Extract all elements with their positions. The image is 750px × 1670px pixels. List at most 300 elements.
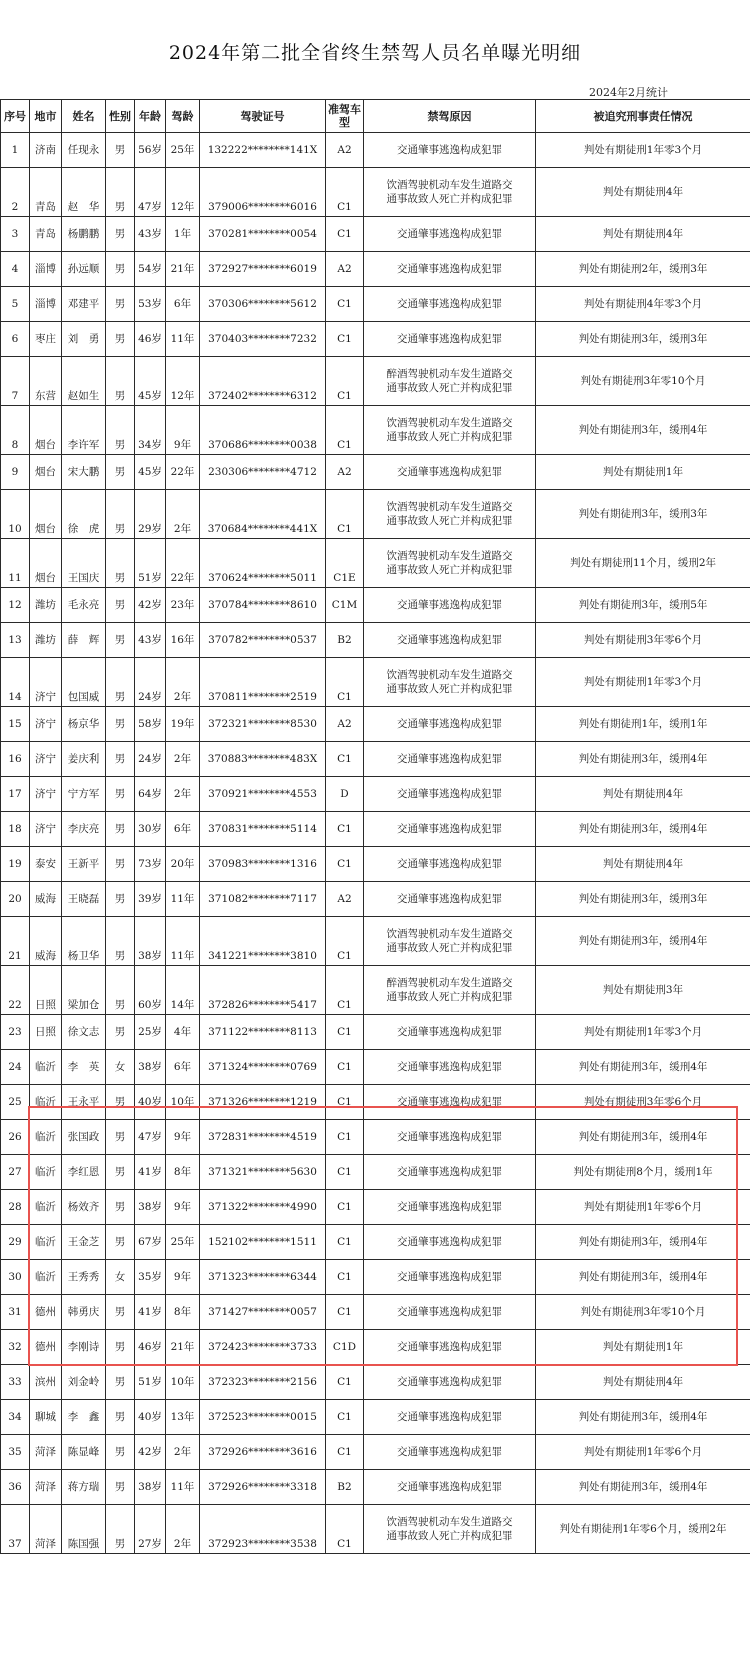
row-vehicle-type: C1: [326, 1085, 364, 1120]
row-license: 370686********0038: [200, 406, 326, 455]
row-age: 51岁: [135, 1365, 166, 1400]
row-city: 泰安: [30, 847, 62, 882]
row-gender: 男: [106, 1435, 135, 1470]
row-gender: 男: [106, 588, 135, 623]
row-city: 菏泽: [30, 1435, 62, 1470]
row-criminal-liability: 判处有期徒刑3年，缓刑3年: [536, 490, 750, 539]
row-name: 李 英: [62, 1050, 106, 1085]
row-driving-years: 8年: [166, 1155, 200, 1190]
row-ban-reason: 交通肇事逃逸构成犯罪: [364, 1295, 536, 1330]
row-vehicle-type: C1E: [326, 539, 364, 588]
row-no: 35: [1, 1435, 30, 1470]
row-city: 烟台: [30, 406, 62, 455]
table-row: [1, 1330, 750, 1365]
row-vehicle-type: C1: [326, 357, 364, 406]
row-license: 371324********0769: [200, 1050, 326, 1085]
row-age: 40岁: [135, 1400, 166, 1435]
row-license: 371122********8113: [200, 1015, 326, 1050]
row-gender: 男: [106, 1155, 135, 1190]
row-age: 54岁: [135, 252, 166, 287]
row-license: 371427********0057: [200, 1295, 326, 1330]
row-driving-years: 22年: [166, 539, 200, 588]
row-name: 刘金岭: [62, 1365, 106, 1400]
row-vehicle-type: C1: [326, 287, 364, 322]
row-criminal-liability: 判处有期徒刑3年，缓刑4年: [536, 917, 750, 966]
table-row: [1, 588, 750, 623]
row-driving-years: 10年: [166, 1085, 200, 1120]
row-vehicle-type: B2: [326, 1470, 364, 1505]
table-row: [1, 966, 750, 1015]
row-driving-years: 11年: [166, 1470, 200, 1505]
row-criminal-liability: 判处有期徒刑3年，缓刑4年: [536, 1400, 750, 1435]
row-criminal-liability: 判处有期徒刑1年零3个月: [536, 658, 750, 707]
row-city: 临沂: [30, 1085, 62, 1120]
row-no: 23: [1, 1015, 30, 1050]
row-license: 370921********4553: [200, 777, 326, 812]
row-gender: 男: [106, 168, 135, 217]
table-row: [1, 707, 750, 742]
table-row: [1, 1050, 750, 1085]
row-name: 杨鹏鹏: [62, 217, 106, 252]
row-name: 王新平: [62, 847, 106, 882]
row-driving-years: 12年: [166, 168, 200, 217]
header-ban-reason: 禁驾原因: [364, 100, 536, 133]
row-license: 371323********6344: [200, 1260, 326, 1295]
row-ban-reason: 交通肇事逃逸构成犯罪: [364, 882, 536, 917]
row-license: 372323********2156: [200, 1365, 326, 1400]
row-age: 67岁: [135, 1225, 166, 1260]
table-row: [1, 322, 750, 357]
row-ban-reason: 饮酒驾驶机动车发生道路交通事故致人死亡并构成犯罪: [364, 658, 536, 707]
row-ban-reason: 交通肇事逃逸构成犯罪: [364, 623, 536, 658]
row-driving-years: 6年: [166, 812, 200, 847]
row-city: 东营: [30, 357, 62, 406]
table-row: [1, 1225, 750, 1260]
row-city: 日照: [30, 1015, 62, 1050]
row-ban-reason: 交通肇事逃逸构成犯罪: [364, 1085, 536, 1120]
row-age: 38岁: [135, 917, 166, 966]
table-row: [1, 1085, 750, 1120]
row-vehicle-type: C1: [326, 1505, 364, 1554]
table-row: [1, 623, 750, 658]
row-criminal-liability: 判处有期徒刑3年，缓刑3年: [536, 882, 750, 917]
table-row: [1, 357, 750, 406]
header-criminal-liability: 被追究刑事责任情况: [536, 100, 750, 133]
row-driving-years: 19年: [166, 707, 200, 742]
row-city: 青岛: [30, 217, 62, 252]
row-criminal-liability: 判处有期徒刑1年: [536, 455, 750, 490]
row-no: 10: [1, 490, 30, 539]
row-ban-reason: 交通肇事逃逸构成犯罪: [364, 1470, 536, 1505]
row-license: 370782********0537: [200, 623, 326, 658]
row-criminal-liability: 判处有期徒刑1年零3个月: [536, 133, 750, 168]
row-no: 15: [1, 707, 30, 742]
row-criminal-liability: 判处有期徒刑3年，缓刑4年: [536, 742, 750, 777]
row-city: 威海: [30, 882, 62, 917]
row-vehicle-type: B2: [326, 623, 364, 658]
table-row: [1, 490, 750, 539]
row-driving-years: 23年: [166, 588, 200, 623]
row-vehicle-type: C1: [326, 217, 364, 252]
row-name: 李庆亮: [62, 812, 106, 847]
row-age: 43岁: [135, 217, 166, 252]
row-no: 22: [1, 966, 30, 1015]
row-no: 20: [1, 882, 30, 917]
header-age: 年龄: [135, 100, 166, 133]
row-gender: 女: [106, 1050, 135, 1085]
row-no: 4: [1, 252, 30, 287]
row-vehicle-type: C1: [326, 658, 364, 707]
row-license: 370784********8610: [200, 588, 326, 623]
table-row: [1, 847, 750, 882]
row-ban-reason: 交通肇事逃逸构成犯罪: [364, 133, 536, 168]
row-no: 11: [1, 539, 30, 588]
row-age: 64岁: [135, 777, 166, 812]
row-vehicle-type: C1: [326, 1050, 364, 1085]
row-age: 45岁: [135, 455, 166, 490]
row-driving-years: 11年: [166, 917, 200, 966]
row-gender: 男: [106, 917, 135, 966]
row-driving-years: 10年: [166, 1365, 200, 1400]
row-license: 379006********6016: [200, 168, 326, 217]
row-gender: 男: [106, 1470, 135, 1505]
row-gender: 男: [106, 217, 135, 252]
row-ban-reason: 醉酒驾驶机动车发生道路交通事故致人死亡并构成犯罪: [364, 357, 536, 406]
row-driving-years: 11年: [166, 882, 200, 917]
table-header-row: [1, 100, 750, 133]
row-vehicle-type: C1: [326, 847, 364, 882]
row-gender: 男: [106, 357, 135, 406]
row-no: 17: [1, 777, 30, 812]
row-license: 371082********7117: [200, 882, 326, 917]
row-no: 14: [1, 658, 30, 707]
row-vehicle-type: C1: [326, 1365, 364, 1400]
row-criminal-liability: 判处有期徒刑3年，缓刑4年: [536, 406, 750, 455]
row-criminal-liability: 判处有期徒刑4年: [536, 1365, 750, 1400]
row-criminal-liability: 判处有期徒刑4年: [536, 217, 750, 252]
row-vehicle-type: C1: [326, 1015, 364, 1050]
row-name: 蒋方瑞: [62, 1470, 106, 1505]
row-age: 24岁: [135, 742, 166, 777]
row-no: 3: [1, 217, 30, 252]
row-name: 包国威: [62, 658, 106, 707]
row-no: 27: [1, 1155, 30, 1190]
row-city: 德州: [30, 1295, 62, 1330]
row-no: 33: [1, 1365, 30, 1400]
row-gender: 男: [106, 847, 135, 882]
row-license: 341221********3810: [200, 917, 326, 966]
row-gender: 男: [106, 1120, 135, 1155]
row-criminal-liability: 判处有期徒刑3年，缓刑3年: [536, 322, 750, 357]
row-vehicle-type: C1: [326, 966, 364, 1015]
row-name: 张国政: [62, 1120, 106, 1155]
row-ban-reason: 交通肇事逃逸构成犯罪: [364, 812, 536, 847]
row-no: 34: [1, 1400, 30, 1435]
row-license: 372926********3616: [200, 1435, 326, 1470]
row-gender: 男: [106, 658, 135, 707]
row-ban-reason: 饮酒驾驶机动车发生道路交通事故致人死亡并构成犯罪: [364, 917, 536, 966]
row-driving-years: 1年: [166, 217, 200, 252]
row-license: 152102********1511: [200, 1225, 326, 1260]
row-driving-years: 2年: [166, 777, 200, 812]
row-criminal-liability: 判处有期徒刑1年零6个月: [536, 1435, 750, 1470]
row-gender: 男: [106, 1190, 135, 1225]
row-license: 372923********3538: [200, 1505, 326, 1554]
row-license: 372402********6312: [200, 357, 326, 406]
row-no: 25: [1, 1085, 30, 1120]
row-no: 8: [1, 406, 30, 455]
row-city: 临沂: [30, 1120, 62, 1155]
table-row: [1, 1190, 750, 1225]
row-criminal-liability: 判处有期徒刑2年，缓刑3年: [536, 252, 750, 287]
row-no: 13: [1, 623, 30, 658]
header-no: 序号: [1, 100, 30, 133]
row-criminal-liability: 判处有期徒刑4年: [536, 168, 750, 217]
header-gender: 性别: [106, 100, 135, 133]
table-row: [1, 917, 750, 966]
row-ban-reason: 交通肇事逃逸构成犯罪: [364, 252, 536, 287]
row-gender: 男: [106, 623, 135, 658]
row-age: 24岁: [135, 658, 166, 707]
table-row: [1, 777, 750, 812]
row-ban-reason: 饮酒驾驶机动车发生道路交通事故致人死亡并构成犯罪: [364, 539, 536, 588]
row-city: 滨州: [30, 1365, 62, 1400]
row-city: 临沂: [30, 1225, 62, 1260]
row-vehicle-type: C1: [326, 812, 364, 847]
row-age: 46岁: [135, 322, 166, 357]
table-row: [1, 1295, 750, 1330]
row-city: 烟台: [30, 539, 62, 588]
table-row: [1, 217, 750, 252]
row-name: 王国庆: [62, 539, 106, 588]
row-driving-years: 2年: [166, 742, 200, 777]
row-age: 53岁: [135, 287, 166, 322]
row-vehicle-type: C1: [326, 1225, 364, 1260]
table-row: [1, 252, 750, 287]
row-license: 372321********8530: [200, 707, 326, 742]
row-name: 李 鑫: [62, 1400, 106, 1435]
row-city: 济宁: [30, 742, 62, 777]
row-license: 370684********441X: [200, 490, 326, 539]
row-license: 370281********0054: [200, 217, 326, 252]
row-criminal-liability: 判处有期徒刑4年: [536, 847, 750, 882]
row-gender: 男: [106, 1085, 135, 1120]
table-row: [1, 658, 750, 707]
row-driving-years: 9年: [166, 1260, 200, 1295]
row-ban-reason: 交通肇事逃逸构成犯罪: [364, 1015, 536, 1050]
row-vehicle-type: C1: [326, 1120, 364, 1155]
row-gender: 男: [106, 539, 135, 588]
row-criminal-liability: 判处有期徒刑11个月，缓刑2年: [536, 539, 750, 588]
banned-drivers-table: [0, 99, 750, 1554]
row-vehicle-type: C1: [326, 1190, 364, 1225]
row-name: 赵如生: [62, 357, 106, 406]
row-criminal-liability: 判处有期徒刑1年零6个月: [536, 1190, 750, 1225]
row-city: 威海: [30, 917, 62, 966]
row-license: 372926********3318: [200, 1470, 326, 1505]
row-driving-years: 12年: [166, 357, 200, 406]
row-gender: 女: [106, 1260, 135, 1295]
header-driving-years: 驾龄: [166, 100, 200, 133]
row-no: 37: [1, 1505, 30, 1554]
row-name: 李红恩: [62, 1155, 106, 1190]
row-criminal-liability: 判处有期徒刑3年零10个月: [536, 357, 750, 406]
row-age: 38岁: [135, 1190, 166, 1225]
row-no: 28: [1, 1190, 30, 1225]
row-ban-reason: 交通肇事逃逸构成犯罪: [364, 1155, 536, 1190]
row-ban-reason: 交通肇事逃逸构成犯罪: [364, 1400, 536, 1435]
table-body: [1, 133, 750, 1554]
row-age: 73岁: [135, 847, 166, 882]
row-age: 30岁: [135, 812, 166, 847]
row-age: 35岁: [135, 1260, 166, 1295]
row-gender: 男: [106, 812, 135, 847]
row-city: 临沂: [30, 1190, 62, 1225]
row-age: 27岁: [135, 1505, 166, 1554]
row-city: 潍坊: [30, 623, 62, 658]
row-gender: 男: [106, 133, 135, 168]
row-city: 聊城: [30, 1400, 62, 1435]
row-no: 24: [1, 1050, 30, 1085]
row-age: 47岁: [135, 1120, 166, 1155]
row-criminal-liability: 判处有期徒刑1年: [536, 1330, 750, 1365]
row-ban-reason: 交通肇事逃逸构成犯罪: [364, 1190, 536, 1225]
row-license: 371322********4990: [200, 1190, 326, 1225]
row-license: 370831********5114: [200, 812, 326, 847]
row-ban-reason: 饮酒驾驶机动车发生道路交通事故致人死亡并构成犯罪: [364, 1505, 536, 1554]
row-license: 372826********5417: [200, 966, 326, 1015]
document-title: 2024年第二批全省终生禁驾人员名单曝光明细: [168, 42, 582, 64]
row-vehicle-type: C1: [326, 1400, 364, 1435]
row-license: 370403********7232: [200, 322, 326, 357]
row-criminal-liability: 判处有期徒刑3年，缓刑4年: [536, 1120, 750, 1155]
row-gender: 男: [106, 406, 135, 455]
row-name: 王永平: [62, 1085, 106, 1120]
row-driving-years: 21年: [166, 1330, 200, 1365]
row-no: 32: [1, 1330, 30, 1365]
row-name: 任现永: [62, 133, 106, 168]
row-ban-reason: 交通肇事逃逸构成犯罪: [364, 1435, 536, 1470]
row-age: 34岁: [135, 406, 166, 455]
row-city: 德州: [30, 1330, 62, 1365]
row-vehicle-type: C1: [326, 322, 364, 357]
row-gender: 男: [106, 966, 135, 1015]
row-ban-reason: 醉酒驾驶机动车发生道路交通事故致人死亡并构成犯罪: [364, 966, 536, 1015]
row-ban-reason: 交通肇事逃逸构成犯罪: [364, 1330, 536, 1365]
row-age: 47岁: [135, 168, 166, 217]
row-criminal-liability: 判处有期徒刑8个月，缓刑1年: [536, 1155, 750, 1190]
table-row: [1, 1400, 750, 1435]
row-vehicle-type: C1: [326, 742, 364, 777]
statistics-date-note: 2024年2月统计: [589, 86, 668, 99]
row-driving-years: 4年: [166, 1015, 200, 1050]
table-row: [1, 133, 750, 168]
table-row: [1, 812, 750, 847]
row-driving-years: 9年: [166, 1190, 200, 1225]
row-city: 日照: [30, 966, 62, 1015]
row-driving-years: 9年: [166, 406, 200, 455]
row-gender: 男: [106, 1295, 135, 1330]
row-gender: 男: [106, 455, 135, 490]
row-license: 372523********0015: [200, 1400, 326, 1435]
row-license: 370624********5011: [200, 539, 326, 588]
row-age: 40岁: [135, 1085, 166, 1120]
row-no: 9: [1, 455, 30, 490]
row-ban-reason: 交通肇事逃逸构成犯罪: [364, 707, 536, 742]
row-ban-reason: 交通肇事逃逸构成犯罪: [364, 1225, 536, 1260]
row-age: 25岁: [135, 1015, 166, 1050]
row-driving-years: 16年: [166, 623, 200, 658]
row-gender: 男: [106, 1015, 135, 1050]
row-vehicle-type: C1: [326, 168, 364, 217]
row-city: 菏泽: [30, 1470, 62, 1505]
row-city: 济宁: [30, 658, 62, 707]
row-city: 济宁: [30, 777, 62, 812]
row-no: 16: [1, 742, 30, 777]
row-name: 杨京华: [62, 707, 106, 742]
row-no: 26: [1, 1120, 30, 1155]
row-driving-years: 11年: [166, 322, 200, 357]
row-age: 38岁: [135, 1050, 166, 1085]
table-row: [1, 1155, 750, 1190]
table-row: [1, 1505, 750, 1554]
row-criminal-liability: 判处有期徒刑3年，缓刑4年: [536, 1050, 750, 1085]
row-age: 56岁: [135, 133, 166, 168]
row-gender: 男: [106, 777, 135, 812]
row-vehicle-type: A2: [326, 882, 364, 917]
row-age: 45岁: [135, 357, 166, 406]
row-gender: 男: [106, 1225, 135, 1260]
row-no: 36: [1, 1470, 30, 1505]
row-gender: 男: [106, 322, 135, 357]
row-name: 王晓磊: [62, 882, 106, 917]
row-driving-years: 2年: [166, 658, 200, 707]
row-vehicle-type: A2: [326, 252, 364, 287]
row-vehicle-type: C1: [326, 1435, 364, 1470]
row-name: 邓建平: [62, 287, 106, 322]
row-vehicle-type: A2: [326, 455, 364, 490]
row-license: 230306********4712: [200, 455, 326, 490]
row-no: 6: [1, 322, 30, 357]
table-row: [1, 882, 750, 917]
row-gender: 男: [106, 707, 135, 742]
row-criminal-liability: 判处有期徒刑3年，缓刑4年: [536, 1470, 750, 1505]
table-row: [1, 1470, 750, 1505]
row-name: 赵 华: [62, 168, 106, 217]
row-criminal-liability: 判处有期徒刑1年，缓刑1年: [536, 707, 750, 742]
row-criminal-liability: 判处有期徒刑3年，缓刑4年: [536, 1260, 750, 1295]
row-vehicle-type: C1M: [326, 588, 364, 623]
row-age: 41岁: [135, 1155, 166, 1190]
row-gender: 男: [106, 287, 135, 322]
row-gender: 男: [106, 490, 135, 539]
row-criminal-liability: 判处有期徒刑4年零3个月: [536, 287, 750, 322]
row-city: 临沂: [30, 1050, 62, 1085]
row-criminal-liability: 判处有期徒刑3年，缓刑4年: [536, 812, 750, 847]
row-gender: 男: [106, 1400, 135, 1435]
header-license: 驾驶证号: [200, 100, 326, 133]
row-driving-years: 21年: [166, 252, 200, 287]
row-name: 姜庆利: [62, 742, 106, 777]
row-no: 12: [1, 588, 30, 623]
header-vehicle-type: 准驾车型: [326, 100, 364, 133]
row-gender: 男: [106, 882, 135, 917]
row-age: 43岁: [135, 623, 166, 658]
row-vehicle-type: C1: [326, 1260, 364, 1295]
table-row: [1, 1260, 750, 1295]
row-vehicle-type: A2: [326, 707, 364, 742]
row-criminal-liability: 判处有期徒刑3年零6个月: [536, 623, 750, 658]
